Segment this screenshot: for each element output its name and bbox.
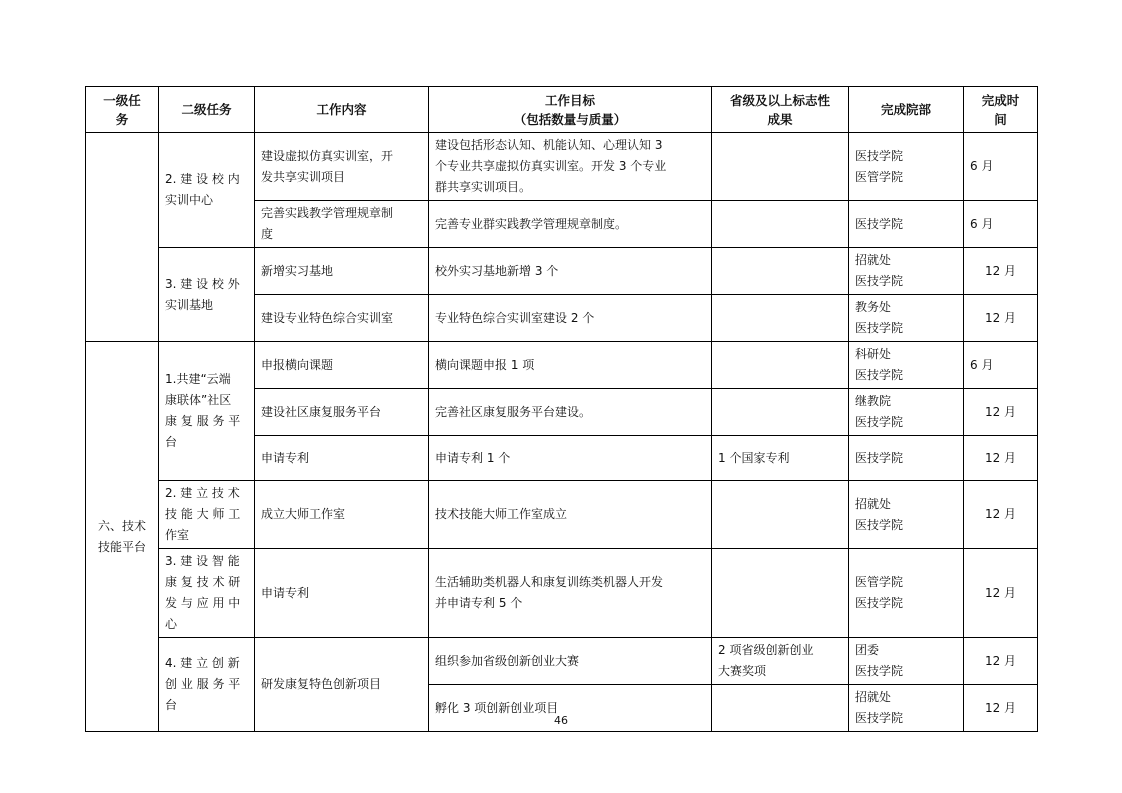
work-content-cell: 建设虚拟仿真实训室，开 发共享实训项目 bbox=[255, 133, 429, 201]
department-cell: 科研处 医技学院 bbox=[849, 342, 964, 389]
table-row bbox=[86, 342, 1038, 389]
time-cell: 12 月 bbox=[964, 481, 1038, 549]
time-cell: 12 月 bbox=[964, 248, 1038, 295]
level1-task-cell: 六、技术 技能平台 bbox=[86, 342, 159, 732]
work-content-cell: 研发康复特色创新项目 bbox=[255, 638, 429, 732]
time-cell: 12 月 bbox=[964, 549, 1038, 638]
result-cell bbox=[712, 389, 849, 436]
task-table bbox=[85, 86, 1038, 732]
work-target-cell: 建设包括形态认知、机能认知、心理认知 3 个专业共享虚拟仿真实训室。开发 3 个专业 群共享实训项目。 bbox=[429, 133, 712, 201]
work-target-cell: 完善专业群实践教学管理规章制度。 bbox=[429, 201, 712, 248]
department-cell: 团委 医技学院 bbox=[849, 638, 964, 685]
work-target-cell: 申请专利 1 个 bbox=[429, 436, 712, 481]
work-target-cell: 孵化 3 项创新创业项目 bbox=[429, 685, 712, 732]
time-cell: 12 月 bbox=[964, 638, 1038, 685]
department-cell: 医技学院 bbox=[849, 436, 964, 481]
level2-task-cell: 1.共建“云端 康联体”社区 康 复 服 务 平 台 bbox=[159, 342, 255, 481]
department-cell: 招就处 医技学院 bbox=[849, 248, 964, 295]
header-work-target: 工作目标 （包括数量与质量） bbox=[429, 87, 712, 133]
department-cell: 招就处 医技学院 bbox=[849, 481, 964, 549]
department-cell: 招就处 医技学院 bbox=[849, 685, 964, 732]
work-target-cell: 组织参加省级创新创业大赛 bbox=[429, 638, 712, 685]
header-provincial-result: 省级及以上标志性 成果 bbox=[712, 87, 849, 133]
result-cell: 2 项省级创新创业 大赛奖项 bbox=[712, 638, 849, 685]
table-row bbox=[86, 549, 1038, 638]
time-cell: 6 月 bbox=[964, 201, 1038, 248]
work-target-cell: 专业特色综合实训室建设 2 个 bbox=[429, 295, 712, 342]
result-cell bbox=[712, 248, 849, 295]
result-cell bbox=[712, 549, 849, 638]
result-cell bbox=[712, 342, 849, 389]
work-content-cell: 申请专利 bbox=[255, 549, 429, 638]
time-cell: 12 月 bbox=[964, 389, 1038, 436]
time-cell: 6 月 bbox=[964, 133, 1038, 201]
work-target-cell: 生活辅助类机器人和康复训练类机器人开发 并申请专利 5 个 bbox=[429, 549, 712, 638]
time-cell: 6 月 bbox=[964, 342, 1038, 389]
time-cell: 12 月 bbox=[964, 685, 1038, 732]
work-content-cell: 申报横向课题 bbox=[255, 342, 429, 389]
work-target-cell: 完善社区康复服务平台建设。 bbox=[429, 389, 712, 436]
department-cell: 医技学院 bbox=[849, 201, 964, 248]
table-row bbox=[86, 481, 1038, 549]
level2-task-cell: 3. 建 设 智 能 康 复 技 术 研 发 与 应 用 中 心 bbox=[159, 549, 255, 638]
work-content-cell: 完善实践教学管理规章制 度 bbox=[255, 201, 429, 248]
header-row bbox=[86, 87, 1038, 133]
work-content-cell: 申请专利 bbox=[255, 436, 429, 481]
table-row bbox=[86, 133, 1038, 201]
header-level2-task: 二级任务 bbox=[159, 87, 255, 133]
result-cell bbox=[712, 133, 849, 201]
time-cell: 12 月 bbox=[964, 436, 1038, 481]
level2-task-cell: 3. 建 设 校 外 实训基地 bbox=[159, 248, 255, 342]
result-cell bbox=[712, 295, 849, 342]
work-target-cell: 校外实习基地新增 3 个 bbox=[429, 248, 712, 295]
work-target-cell: 横向课题申报 1 项 bbox=[429, 342, 712, 389]
work-content-cell: 新增实习基地 bbox=[255, 248, 429, 295]
page-number: 46 bbox=[554, 714, 568, 727]
level2-task-cell: 2. 建 设 校 内 实训中心 bbox=[159, 133, 255, 248]
department-cell: 继教院 医技学院 bbox=[849, 389, 964, 436]
result-cell bbox=[712, 201, 849, 248]
work-content-cell: 成立大师工作室 bbox=[255, 481, 429, 549]
header-department: 完成院部 bbox=[849, 87, 964, 133]
result-cell bbox=[712, 481, 849, 549]
table-row bbox=[86, 248, 1038, 295]
department-cell: 医技学院 医管学院 bbox=[849, 133, 964, 201]
header-level1-task: 一级任 务 bbox=[86, 87, 159, 133]
work-content-cell: 建设专业特色综合实训室 bbox=[255, 295, 429, 342]
header-work-content: 工作内容 bbox=[255, 87, 429, 133]
department-cell: 医管学院 医技学院 bbox=[849, 549, 964, 638]
work-target-cell: 技术技能大师工作室成立 bbox=[429, 481, 712, 549]
department-cell: 教务处 医技学院 bbox=[849, 295, 964, 342]
result-cell: 1 个国家专利 bbox=[712, 436, 849, 481]
header-completion-time: 完成时 间 bbox=[964, 87, 1038, 133]
work-content-cell: 建设社区康复服务平台 bbox=[255, 389, 429, 436]
table-row bbox=[86, 638, 1038, 685]
time-cell: 12 月 bbox=[964, 295, 1038, 342]
level1-task-cell-empty bbox=[86, 133, 159, 342]
level2-task-cell: 2. 建 立 技 术 技 能 大 师 工 作室 bbox=[159, 481, 255, 549]
level2-task-cell: 4. 建 立 创 新 创 业 服 务 平 台 bbox=[159, 638, 255, 732]
